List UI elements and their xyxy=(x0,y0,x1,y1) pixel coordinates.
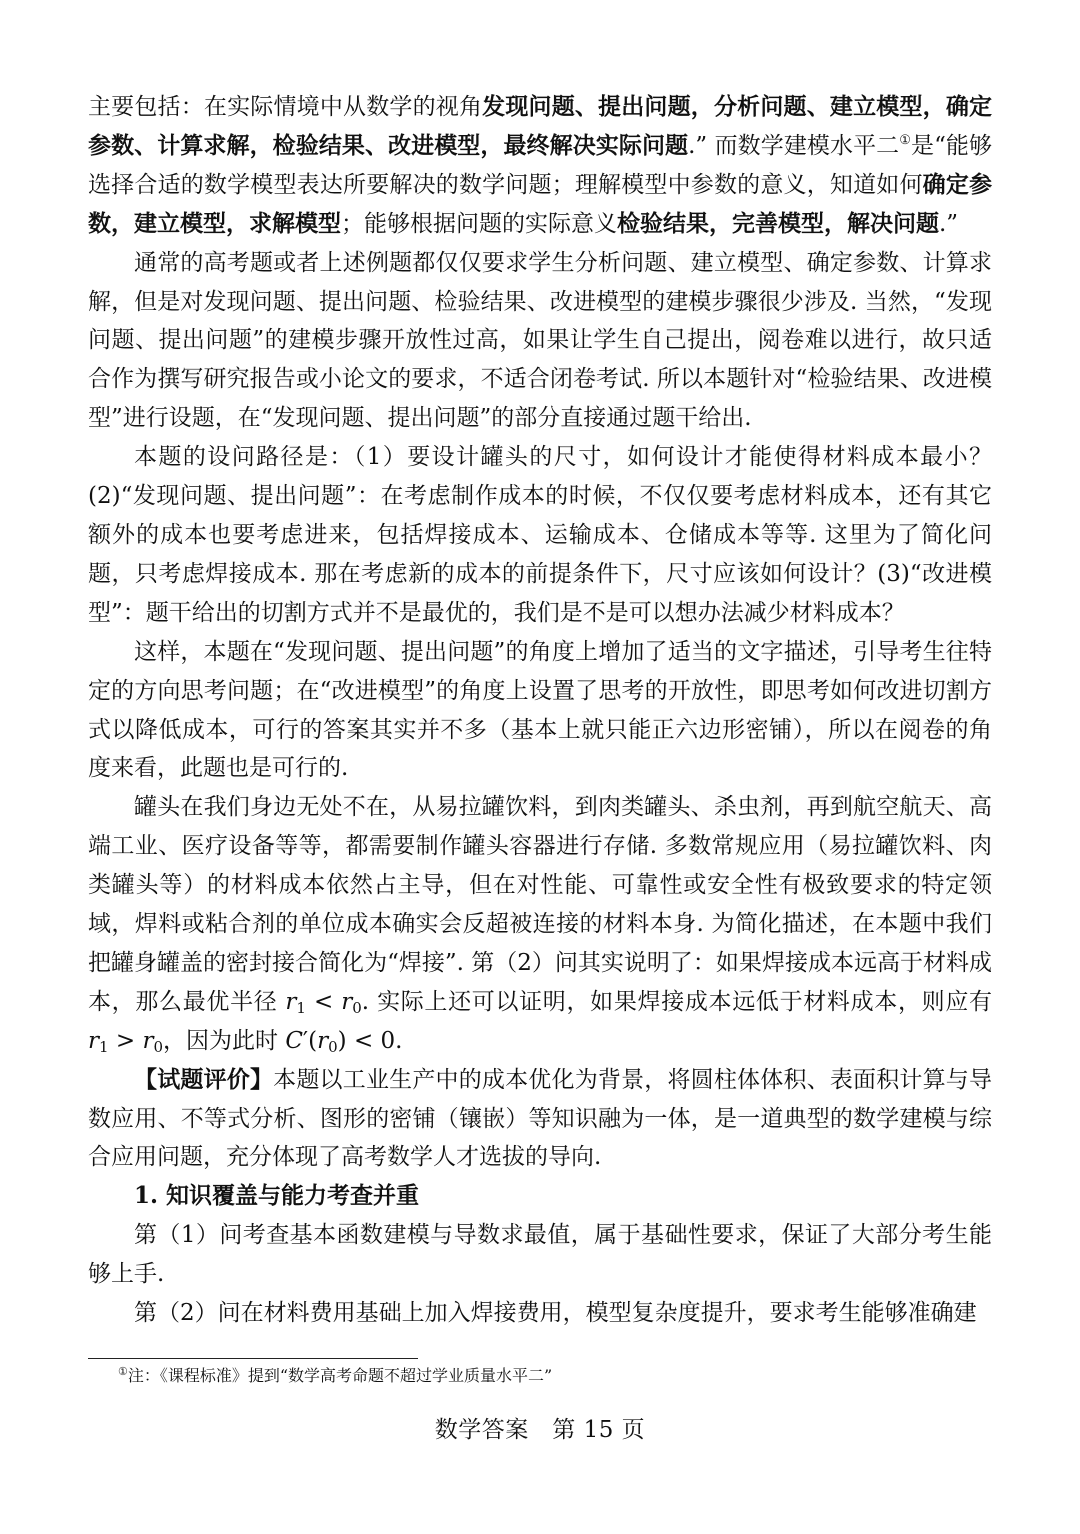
body-paragraph xyxy=(88,633,992,789)
evaluation-label: 【试题评价】 xyxy=(134,1065,274,1093)
bold-phrase: 检验结果，完善模型，解决问题 xyxy=(617,209,939,237)
paragraphs xyxy=(88,88,992,1061)
text-run: .” 而数学建模水平二 xyxy=(688,132,900,159)
footnote-ref: ① xyxy=(899,132,911,148)
text-run: ) < 0. xyxy=(337,1027,403,1054)
text-run: 0 xyxy=(328,1037,338,1056)
section-paragraph-1: 第（1）问考查基本函数建模与导数求最值，属于基础性要求，保证了大部分考生能够上手. xyxy=(88,1222,992,1288)
body-paragraph xyxy=(88,438,992,633)
text-run: r xyxy=(317,1027,329,1054)
text-run: > xyxy=(108,1027,143,1054)
text-run: < xyxy=(305,988,342,1015)
text-run: 0 xyxy=(153,1037,163,1056)
text-run: .” xyxy=(939,210,959,237)
evaluation-text: 本题以工业生产中的成本优化为背景，将圆柱体体积、表面积计算与导数应用、不等式分析、图形的密铺（镶嵌）等知识融为一体，是一道典型的数学建模与综合应用问题，充分体现了高考数学人才选拔的导向. xyxy=(88,1066,993,1171)
text-run: 本题的设问路径是：（1）要设计罐头的尺寸，如何设计才能使得材料成本最小？(2)“发现问题、提出问题”：在考虑制作成本的时候，不仅仅要考虑材料成本，还有其它额外的成本也要考虑进来，包括焊接成本、运输成本、仓储成本等等. 这里为了简化问题，只考虑焊接成本. 那在考虑新的成本的前提条件下，尺寸应该如何设计？(3)“改进模型”：题干给出的切割方式并不是最优的，我们是不是可以想办法减少材料成本？ xyxy=(88,444,992,626)
text-run: ，因为此时 xyxy=(163,1027,286,1054)
text-run: 罐头在我们身边无处不在，从易拉罐饮料，到肉类罐头、杀虫剂，再到航空航天、高端工业、医疗设备等等，都需要制作罐头容器进行存储. 多数常规应用（易拉罐饮料、肉类罐头等）的材料成本依然占主导，但在对性能、可靠性或安全性有极致要求的特定领域，焊料或粘合剂的单位成本确实会反超被连接的材料本身. 为简化描述，在本题中我们把罐身罐盖的密封接合简化为“焊接”. 第（2）问其实说明了：如果焊接成本远高于材料成本，那么最优半径 xyxy=(88,794,992,1015)
body-paragraph xyxy=(88,788,992,1060)
footnote xyxy=(118,1363,552,1389)
footnote-marker: ① xyxy=(118,1365,128,1378)
text-run: ′( xyxy=(302,1027,318,1054)
text-run: 通常的高考题或者上述例题都仅仅要求学生分析问题、建立模型、确定参数、计算求解，但是对发现问题、提出问题、检验结果、改进模型的建模步骤很少涉及. 当然，“发现问题、提出问题”的建模步骤开放性过高，如果让学生自己提出，阅卷难以进行，故只适合作为撰写研究报告或小论文的要求，不适合闭卷考试. 所以本题针对“检验结果、改进模型”进行设题，在“发现问题、提出问题”的部分直接通过题干给出. xyxy=(88,249,992,432)
text-run: r xyxy=(285,988,297,1015)
text-run: 1 xyxy=(296,998,306,1017)
section-heading: 1. 知识覆盖与能力考查并重 xyxy=(134,1182,420,1210)
body-paragraph xyxy=(88,88,992,244)
section-paragraph-2: 第（2）问在材料费用基础上加入焊接费用，模型复杂度提升，要求考生能够准确建 xyxy=(134,1300,977,1327)
text-run: 主要包括：在实际情境中从数学的视角 xyxy=(88,94,483,120)
text-run: 是“能够选择合适的数学模型表达所要解决的数学问题；理解模型中参数的意义，知道如何 xyxy=(88,132,993,198)
text-run: 0 xyxy=(352,998,362,1017)
footnote-rule xyxy=(88,1358,418,1359)
text-run: r xyxy=(88,1027,99,1054)
main-text xyxy=(88,88,992,1333)
footnote-text: 注：《课程标准》提到“数学高考命题不超过学业质量水平二” xyxy=(127,1366,553,1385)
body-paragraph xyxy=(88,244,992,439)
text-run: r xyxy=(341,988,353,1015)
text-run: C xyxy=(285,1027,303,1054)
text-run: . 实际上还可以证明，如果焊接成本远低于材料成本，则应有 xyxy=(361,988,992,1015)
text-run: ；能够根据问题的实际意义 xyxy=(341,210,617,237)
evaluation-paragraph xyxy=(88,1061,992,1178)
text-run: r xyxy=(142,1027,154,1054)
page-footer: 数学答案 第 15 页 xyxy=(434,1417,646,1443)
text-run: 1 xyxy=(99,1037,109,1056)
text-run: 这样，本题在“发现问题、提出问题”的角度上增加了适当的文字描述，引导考生往特定的方向思考问题；在“改进模型”的角度上设置了思考的开放性，即思考如何改进切割方式以降低成本，可行的答案其实并不多（基本上就只能正六边形密铺），所以在阅卷的角度来看，此题也是可行的. xyxy=(88,638,992,782)
bold-phrase: 确定参数，建立模型，求解模型 xyxy=(88,170,993,237)
bold-phrase: 发现问题、提出问题，分析问题、建立模型，确定参数、计算求解，检验结果、改进模型，最终解决实际问题 xyxy=(88,93,993,159)
